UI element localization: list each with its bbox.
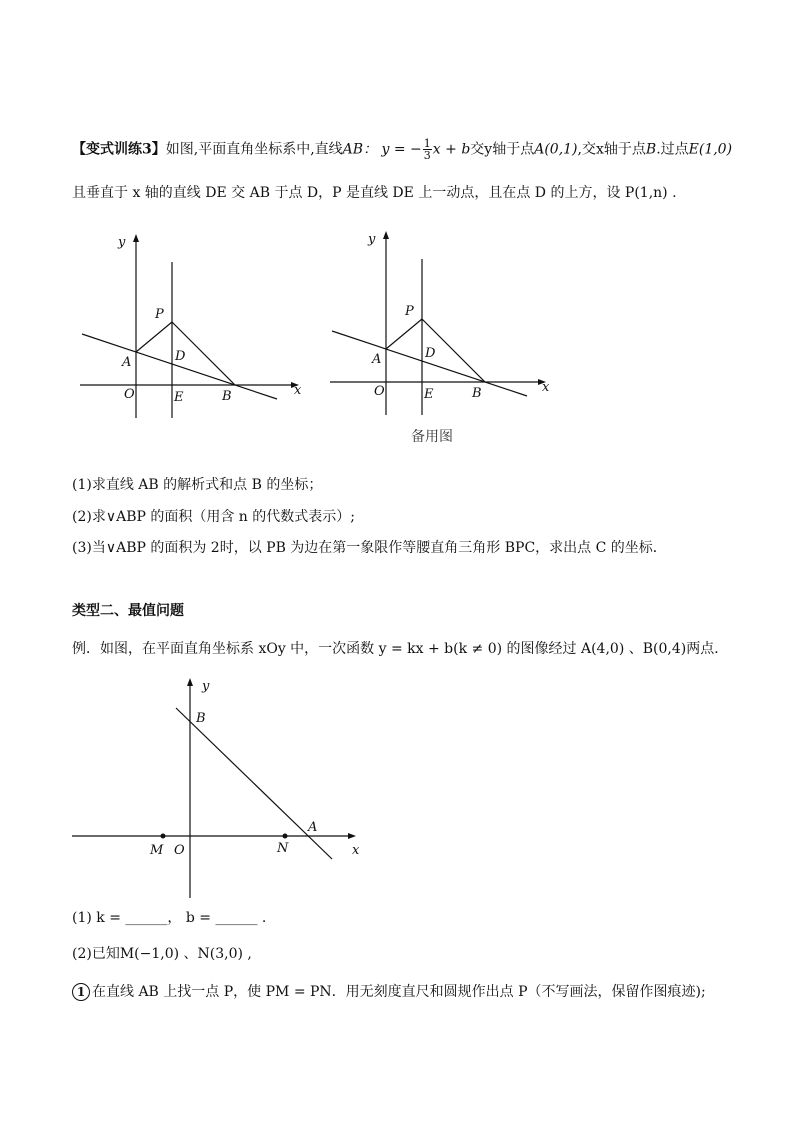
svg-text:x: x	[294, 383, 302, 398]
section-title: 类型二、最值问题	[72, 603, 184, 619]
fraction: $\frac{1}{3}$	[423, 137, 431, 162]
svg-text:A: A	[372, 352, 382, 367]
circled-number: 1	[72, 983, 90, 1001]
svg-text:E: E	[424, 387, 434, 402]
svg-text:D: D	[175, 349, 186, 364]
svg-text:D: D	[425, 346, 436, 361]
svg-text:N: N	[277, 841, 289, 856]
svg-text:B: B	[222, 389, 232, 404]
svg-text:B: B	[472, 386, 482, 401]
svg-text:x: x	[542, 380, 550, 395]
problem-tag: 【变式训练3】	[72, 141, 166, 158]
svg-text:A: A	[122, 355, 132, 370]
svg-text:P: P	[405, 304, 414, 319]
svg-text:P: P	[155, 307, 164, 322]
svg-text:B: B	[196, 711, 206, 726]
problem1-q2: (2)求∨ABP 的面积（用含 n 的代数式表示）;	[72, 509, 355, 525]
example-intro: 例．如图，在平面直角坐标系 xOy 中，一次函数 y = kx + b(k ≠ 0) 的图像经过 A(4,0) 、B(0,4)两点．	[72, 641, 729, 657]
figure-1	[70, 228, 310, 428]
svg-text:y: y	[368, 232, 376, 247]
svg-text:O: O	[374, 384, 385, 399]
problem1-q1: (1)求直线 AB 的解析式和点 B 的坐标；	[72, 477, 323, 493]
example-q2a: 1 在直线 AB 上找一点 P，使 PM = PN．用无刻度直尺和圆规作出点 P（不写画法，保留作图痕迹);	[72, 981, 706, 1001]
example-q2: (2)已知M(−1,0) 、N(3,0) ,	[72, 946, 252, 962]
svg-text:M: M	[150, 843, 164, 858]
svg-text:O: O	[174, 843, 185, 858]
problem1-line2: 且垂直于 x 轴的直线 DE 交 AB 于点 D，P 是直线 DE 上一动点，且在点 D 的上方，设 P(1,n) .	[72, 185, 677, 201]
svg-text:y: y	[118, 235, 126, 250]
svg-text:A: A	[308, 820, 318, 835]
example-q1: (1) k = ______， b = ______ .	[72, 910, 267, 926]
svg-text:y: y	[202, 679, 210, 694]
problem1-q3: (3)当∨ABP 的面积为 2时，以 PB 为边在第一象限作等腰直角三角形 BPC，求出点 C 的坐标．	[72, 540, 667, 556]
figure-2	[320, 225, 560, 425]
svg-text:O: O	[124, 387, 135, 402]
figure-3	[70, 674, 370, 904]
problem1-line1: 【变式训练3】如图,平面直角坐标系中,直线AB： y = − $\frac{1}{3}$ x + b交y轴于点A(0,1),交x轴于点B.过点E(1,0)	[72, 137, 733, 162]
figure-caption: 备用图	[411, 429, 453, 445]
svg-text:E: E	[174, 390, 184, 405]
svg-text:x: x	[352, 843, 360, 858]
